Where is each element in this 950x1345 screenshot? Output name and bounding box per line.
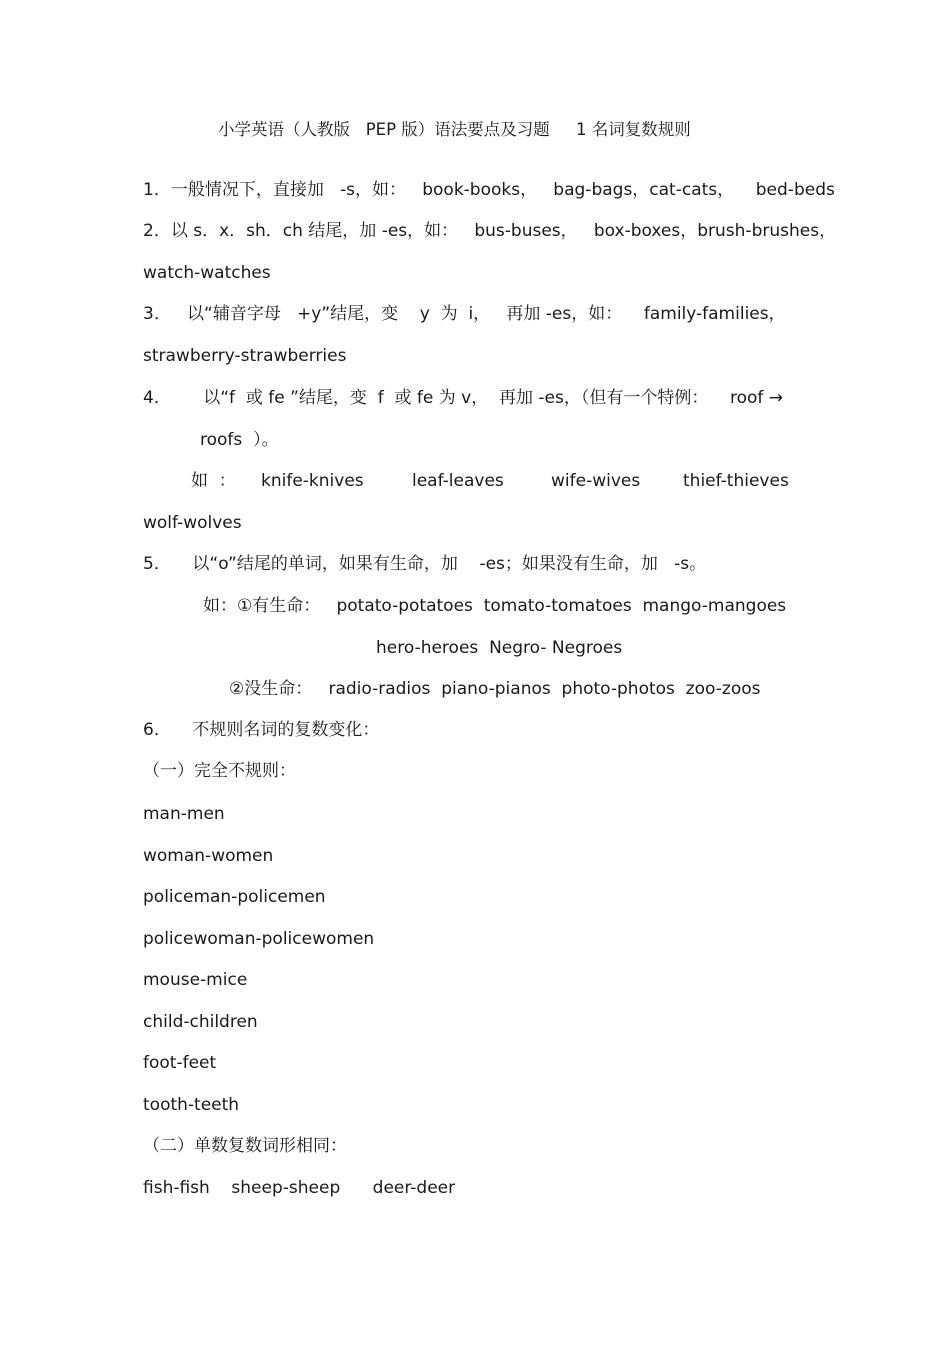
rule-4-example: leaf-leaves <box>412 471 504 491</box>
rule-6: 6． 不规则名词的复数变化： <box>143 720 380 740</box>
rule-5-animate-examples: 如：①有生命： potato-potatoes tomato-tomatoes mango-mangoes <box>203 596 787 616</box>
rule-4-example: wolf-wolves <box>143 513 242 533</box>
irregular-heading: （一）完全不规则： <box>143 761 296 781</box>
rule-4-example: wife-wives <box>551 471 641 491</box>
rule-4-example: knife-knives <box>261 471 364 491</box>
rule-1: 1．一般情况下，直接加 -s，如： book-books， bag-bags，cat-cats， bed-beds <box>143 180 835 200</box>
list-item: policeman-policemen <box>143 887 326 907</box>
rule-4-example: thief-thieves <box>683 471 789 491</box>
list-item: foot-feet <box>143 1053 217 1073</box>
rule-3-continuation: strawberry-strawberries <box>143 346 347 366</box>
rule-4-continuation: roofs ）。 <box>200 430 279 450</box>
list-item: policewoman-policewomen <box>143 929 375 949</box>
same-form-heading: （二）单数复数词形相同： <box>143 1136 347 1156</box>
list-item: woman-women <box>143 846 274 866</box>
list-item: tooth-teeth <box>143 1095 240 1115</box>
list-item: mouse-mice <box>143 970 248 990</box>
rule-2: 2．以 s．x．sh．ch 结尾，加 -es，如： bus-buses， box-boxes，brush-brushes， <box>143 221 837 241</box>
list-item: man-men <box>143 804 225 824</box>
list-item: child-children <box>143 1012 258 1032</box>
rule-5-animate-examples-continuation: hero-heroes Negro- Negroes <box>376 638 623 658</box>
rule-3: 3． 以“辅音字母 +y”结尾，变 y 为 i， 再加 -es，如： family-families， <box>143 304 786 324</box>
rule-2-continuation: watch-watches <box>143 263 271 283</box>
same-form-examples: fish-fish sheep-sheep deer-deer <box>143 1178 456 1198</box>
rule-4: 4． 以“f 或 fe ”结尾，变 f 或 fe 为 v， 再加 -es，（但有一个特例： roof → <box>143 388 784 408</box>
rule-5: 5． 以“o”结尾的单词，如果有生命，加 -es；如果没有生命，加 -s。 <box>143 554 707 574</box>
rule-4-examples-label: 如 ： <box>191 471 236 491</box>
rule-5-inanimate-examples: ②没生命： radio-radios piano-pianos photo-photos zoo-zoos <box>229 679 761 699</box>
page-title: 小学英语（人教版 PEP 版）语法要点及习题 1 名词复数规则 <box>218 120 691 139</box>
